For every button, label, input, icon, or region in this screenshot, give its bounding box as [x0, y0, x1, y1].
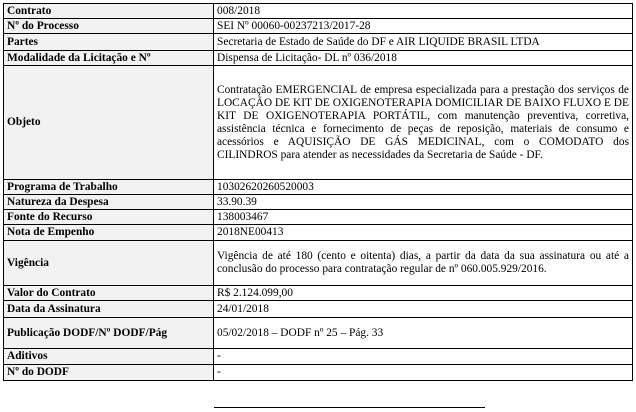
table-row — [4, 318, 633, 349]
row-label-empenho: Nota de Empenho — [4, 225, 214, 241]
row-value-partes: Secretaria de Estado de Saúde do DF e AIR LIQUIDE BRASIL LTDA — [214, 34, 633, 51]
table-row — [4, 225, 633, 241]
table-row — [4, 349, 633, 365]
row-value-fonte: 138003467 — [214, 210, 633, 225]
row-value-objeto: Contratação EMERGENCIAL de empresa especializada para a prestação dos serviços de LOCAÇÃO DE KIT DE OXIGENOTERAPIA DOMICILIAR DE BAIXO FLUXO E DE KIT DE OXIGENOTERAPIA PORTÁTIL, com manutenção preventiva, corretiva, assistência técnica e fornecimento de peças de reposição, materiais de consumo e acessórios e AQUISIÇÃO DE GÁS MEDICINAL, com o COMODATO dos CILINDROS para atender as necessidades da Secretaria de Saúde - DF. — [214, 66, 633, 180]
table-row — [4, 4, 633, 19]
row-value-data-assinatura: 24/01/2018 — [214, 301, 633, 318]
row-label-programa: Programa de Trabalho — [4, 180, 214, 195]
row-value-natureza: 33.90.39 — [214, 195, 633, 210]
row-label-aditivos: Aditivos — [4, 349, 214, 365]
row-label-dodf: Nº do DODF — [4, 365, 214, 381]
row-value-aditivos: - — [214, 349, 633, 365]
row-value-empenho: 2018NE00413 — [214, 225, 633, 241]
row-value-vigencia: Vigência de até 180 (cento e oitenta) dias, a partir da data da sua assinatura ou até a conclusão do processo para contratação regular de nº 060.005.929/2016. — [214, 241, 633, 286]
row-value-publicacao: 05/02/2018 – DODF nº 25 – Pág. 33 — [214, 318, 633, 349]
row-value-programa: 10302620260520003 — [214, 180, 633, 195]
table-row — [4, 19, 633, 34]
table-row — [4, 51, 633, 66]
row-label-publicacao: Publicação DODF/Nº DODF/Pág — [4, 318, 214, 349]
row-value-valor: R$ 2.124.099,00 — [214, 286, 633, 301]
row-label-natureza: Natureza da Despesa — [4, 195, 214, 210]
table-row — [4, 66, 633, 180]
table-row — [4, 301, 633, 318]
row-value-modalidade: Dispensa de Licitação- DL nº 036/2018 — [214, 51, 633, 66]
table-row — [4, 180, 633, 195]
row-label-fonte: Fonte do Recurso — [4, 210, 214, 225]
table-row — [4, 34, 633, 51]
row-label-partes: Partes — [4, 34, 214, 51]
row-value-dodf: - — [214, 365, 633, 381]
row-label-modalidade: Modalidade da Licitação e Nº — [4, 51, 214, 66]
contract-document — [3, 3, 633, 381]
contract-table — [3, 3, 633, 381]
row-label-contrato: Contrato — [4, 4, 214, 19]
table-row — [4, 365, 633, 381]
row-label-valor: Valor do Contrato — [4, 286, 214, 301]
table-row — [4, 241, 633, 286]
row-label-objeto: Objeto — [4, 66, 214, 180]
row-value-processo: SEI Nº 00060-00237213/2017-28 — [214, 19, 633, 34]
footnote-divider — [214, 407, 485, 408]
row-label-processo: Nº do Processo — [4, 19, 214, 34]
table-row — [4, 210, 633, 225]
table-row — [4, 286, 633, 301]
row-label-vigencia: Vigência — [4, 241, 214, 286]
row-value-contrato: 008/2018 — [214, 4, 633, 19]
row-label-data-assinatura: Data da Assinatura — [4, 301, 214, 318]
table-row — [4, 195, 633, 210]
